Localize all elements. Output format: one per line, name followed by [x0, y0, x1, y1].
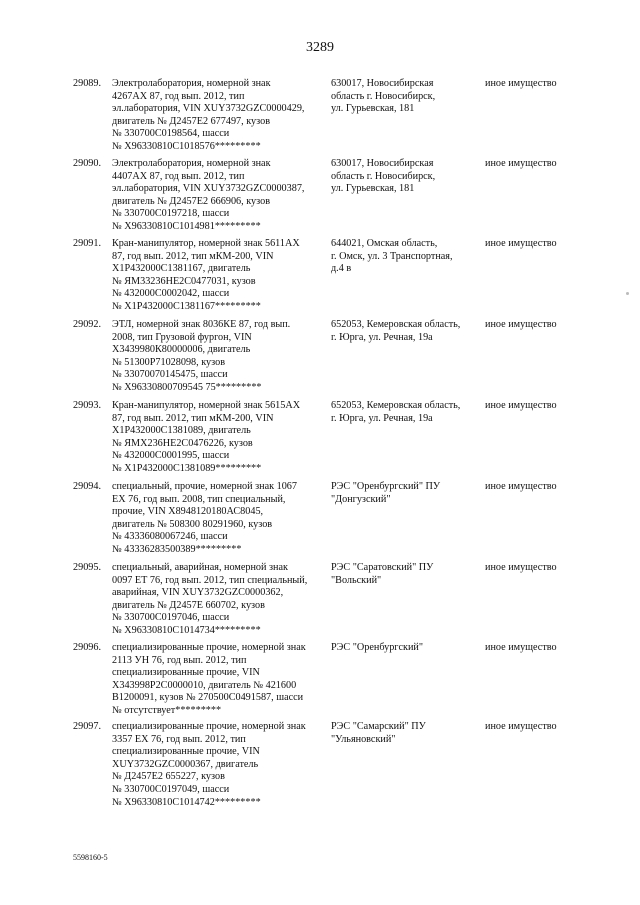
description-line: 0097 ЕТ 76, год вып. 2012, тип специальный, — [112, 574, 308, 586]
entry-number: 29097. — [73, 721, 102, 732]
description-line: Кран-манипулятор, номерной знак 5611АХ — [112, 238, 300, 249]
entry-address — [331, 642, 481, 655]
description-line: № 51300Р71028098, кузов — [112, 356, 226, 368]
description-line: № Д2457Е2 655227, кузов — [112, 771, 225, 783]
scan-mark — [626, 292, 629, 295]
entry-address — [331, 78, 481, 116]
entry-number: 29095. — [73, 562, 102, 573]
address-line: 652053, Кемеровская область, — [331, 400, 461, 411]
description-line: № Х1Р432000С1381167********* — [112, 300, 261, 312]
entry-description — [112, 721, 322, 809]
entry-number: 29093. — [73, 400, 102, 411]
address-line: область г. Новосибирск, — [331, 90, 436, 102]
address-line: г. Юрга, ул. Речная, 19а — [331, 412, 433, 424]
description-line: прочие, VIN Х8948120180АС8045, — [112, 506, 264, 518]
description-line: 2113 УН 76, год вып. 2012, тип — [112, 654, 247, 666]
entry-address — [331, 721, 481, 746]
entry-property-type: иное имущество — [485, 319, 557, 330]
description-line: № 432000С0001995, шасси — [112, 450, 230, 462]
entry-address — [331, 158, 481, 196]
entry-property-type: иное имущество — [485, 562, 557, 573]
entry-description — [112, 78, 322, 154]
description-line: специальный, прочие, номерной знак 1067 — [112, 481, 297, 492]
entry-address — [331, 238, 481, 276]
address-line: ул. Гурьевская, 181 — [331, 103, 415, 115]
description-line: № 432000С0002042, шасси — [112, 288, 230, 300]
entry-address — [331, 319, 481, 344]
description-line: специализированные прочие, VIN — [112, 746, 260, 758]
entry-description — [112, 400, 322, 476]
description-line: Х1Р432000С1381089, двигатель — [112, 425, 251, 437]
address-line: 630017, Новосибирская — [331, 78, 434, 89]
description-line: № 33070070145475, шасси — [112, 369, 228, 381]
description-line: специализированные прочие, номерной знак — [112, 642, 306, 653]
description-line: двигатель № Д2457Е2 677497, кузов — [112, 115, 271, 127]
entry-number: 29090. — [73, 158, 102, 169]
description-line: 87, год вып. 2012, тип мКМ-200, VIN — [112, 250, 274, 262]
description-line: 2008, тип Грузовой фургон, VIN — [112, 331, 252, 343]
description-line: № ЯМ33236НЕ2С0477031, кузов — [112, 275, 256, 287]
entry-description — [112, 158, 322, 234]
address-line: "Ульяновский" — [331, 733, 396, 745]
address-line: область г. Новосибирск, — [331, 170, 436, 182]
description-line: специализированные прочие, номерной знак — [112, 721, 306, 732]
description-line: № Х96330810С1014734********* — [112, 624, 261, 636]
entry-property-type: иное имущество — [485, 400, 557, 411]
description-line: № Х96330800709545 75********* — [112, 381, 262, 393]
description-line: 4407АХ 87, год вып. 2012, тип — [112, 170, 245, 182]
description-line: № Х96330810С1014742********* — [112, 796, 261, 808]
description-line: аварийная, VIN XUY3732GZC0000362, — [112, 587, 284, 599]
entry-address — [331, 481, 481, 506]
entry-property-type: иное имущество — [485, 238, 557, 249]
description-line: № 330700С0197049, шасси — [112, 783, 230, 795]
description-line: № 330700С0198564, шасси — [112, 128, 230, 140]
description-line: специализированные прочие, VIN — [112, 667, 260, 679]
description-line: эл.лаборатория, VIN XUY3732GZC0000387, — [112, 183, 305, 195]
footer-code: 5598160-5 — [73, 853, 108, 862]
entry-number: 29092. — [73, 319, 102, 330]
description-line: 87, год вып. 2012, тип мКМ-200, VIN — [112, 412, 274, 424]
entry-address — [331, 400, 481, 425]
address-line: г. Омск, ул. 3 Транспортная, — [331, 250, 453, 262]
entry-description — [112, 319, 322, 395]
address-line: г. Юрга, ул. Речная, 19а — [331, 331, 433, 343]
entry-description — [112, 562, 322, 638]
entry-description — [112, 238, 322, 314]
description-line: Х1Р432000С1381167, двигатель — [112, 263, 251, 275]
description-line: № Х96330810С1014981********* — [112, 220, 261, 232]
description-line: № ЯМХ236НЕ2С0476226, кузов — [112, 437, 253, 449]
entry-property-type: иное имущество — [485, 158, 557, 169]
entry-description — [112, 642, 322, 718]
address-line: д.4 в — [331, 263, 352, 275]
description-line: двигатель № 508300 80291960, кузов — [112, 518, 273, 530]
description-line: Кран-манипулятор, номерной знак 5615АХ — [112, 400, 301, 411]
address-line: РЭС "Самарский" ПУ — [331, 721, 426, 732]
address-line: РЭС "Оренбургский" — [331, 642, 424, 653]
address-line: 630017, Новосибирская — [331, 158, 434, 169]
address-line: 652053, Кемеровская область, — [331, 319, 461, 330]
entry-description — [112, 481, 322, 557]
description-line: Х343998Р2С0000010, двигатель № 421600 — [112, 679, 297, 691]
description-line: 4267АХ 87, год вып. 2012, тип — [112, 90, 245, 102]
description-line: двигатель № Д2457Е2 666906, кузов — [112, 195, 271, 207]
entry-number: 29096. — [73, 642, 102, 653]
page-number: 3289 — [306, 40, 334, 55]
description-line: № 43336283500389********* — [112, 543, 242, 555]
entry-number: 29089. — [73, 78, 102, 89]
entry-property-type: иное имущество — [485, 481, 557, 492]
description-line: № отсутствует********* — [112, 704, 222, 716]
entry-property-type: иное имущество — [485, 642, 557, 653]
description-line: № 43336080067246, шасси — [112, 531, 228, 543]
description-line: № Х96330810С1018576********* — [112, 140, 261, 152]
address-line: РЭС "Оренбургский" ПУ — [331, 481, 441, 492]
description-line: XUY3732GZC0000367, двигатель — [112, 758, 259, 770]
address-line: ул. Гурьевская, 181 — [331, 183, 415, 195]
entry-number: 29091. — [73, 238, 102, 249]
address-line: "Донгузский" — [331, 493, 391, 505]
description-line: № Х1Р432000С1381089********* — [112, 462, 262, 474]
description-line: Х3439980К80000006, двигатель — [112, 344, 251, 356]
address-line: 644021, Омская область, — [331, 238, 438, 249]
description-line: эл.лаборатория, VIN XUY3732GZC0000429, — [112, 103, 305, 115]
description-line: специальный, аварийная, номерной знак — [112, 562, 288, 573]
description-line: № 330700С0197046, шасси — [112, 612, 230, 624]
description-line: 3357 ЕХ 76, год вып. 2012, тип — [112, 733, 246, 745]
description-line: Электролаборатория, номерной знак — [112, 158, 271, 169]
description-line: ЕХ 76, год вып. 2008, тип специальный, — [112, 493, 286, 505]
description-line: двигатель № Д2457Е 660702, кузов — [112, 599, 265, 611]
entry-property-type: иное имущество — [485, 78, 557, 89]
entry-address — [331, 562, 481, 587]
description-line: В1200091, кузов № 270500С0491587, шасси — [112, 692, 304, 704]
description-line: Электролаборатория, номерной знак — [112, 78, 271, 89]
address-line: РЭС "Саратовский" ПУ — [331, 562, 434, 573]
description-line: № 330700С0197218, шасси — [112, 208, 230, 220]
entry-number: 29094. — [73, 481, 102, 492]
entry-property-type: иное имущество — [485, 721, 557, 732]
address-line: "Вольский" — [331, 574, 382, 586]
description-line: ЭТЛ, номерной знак 8036КЕ 87, год вып. — [112, 319, 291, 330]
